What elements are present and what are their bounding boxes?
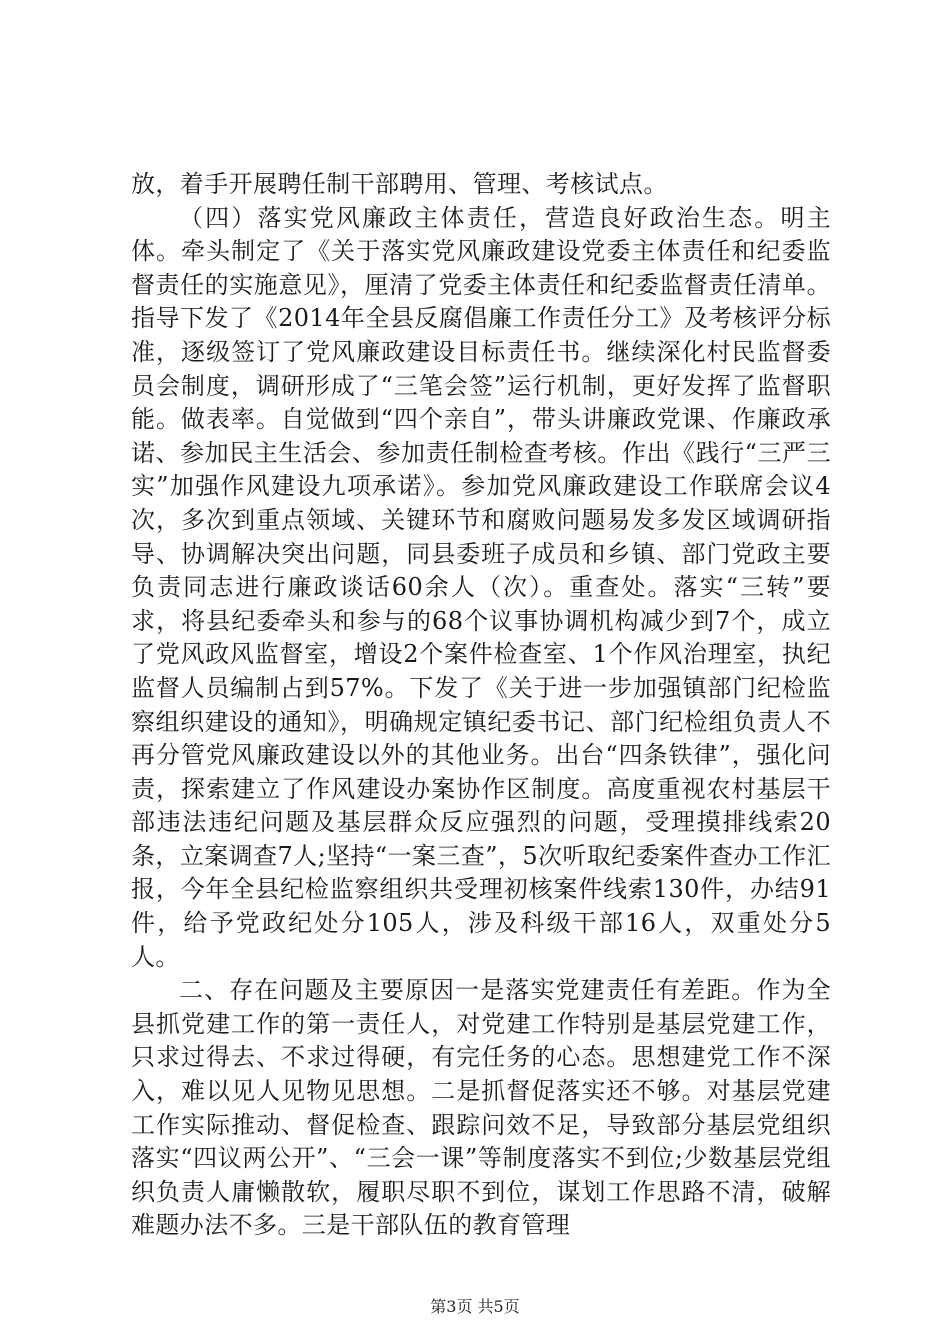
document-body xyxy=(131,168,831,1243)
page-footer xyxy=(0,1296,950,1318)
paragraph-problems-causes: 二、存在问题及主要原因一是落实党建责任有差距。作为全县抓党建工作的第一责任人，对党建工作特别是基层党建工作，只求过得去、不求过得硬，有完任务的心态。思想建党工作不深入，难以见人见物见思想。二是抓督促落实还不够。对基层党建工作实际推动、督促检查、跟踪问效不足，导致部分基层党组织落实“四议两公开”、“三会一课”等制度落实不到位;少数基层党组织负责人庸懒散软，履职尽职不到位，谋划工作思路不清，破解难题办法不多。三是干部队伍的教育管理 xyxy=(131,976,831,1240)
paragraph-continuation: 放，着手开展聘任制干部聘用、管理、考核试点。 xyxy=(131,170,668,198)
paragraph-section-four: （四）落实党风廉政主体责任，营造良好政治生态。明主体。牵头制定了《关于落实党风廉政建设党委主体责任和纪委监督责任的实施意见》，厘清了党委主体责任和纪委监督责任清单。指导下发了《2014年全县反腐倡廉工作责任分工》及考核评分标准，逐级签订了党风廉政建设目标责任书。继续深化村民监督委员会制度，调研形成了“三笔会签”运行机制，更好发挥了监督职能。做表率。自觉做到“四个亲自”，带头讲廉政党课、作廉政承诺、参加民主生活会、参加责任制检查考核。作出《践行“三严三实”加强作风建设九项承诺》。参加党风廉政建设工作联席会议4次，多次到重点领域、关键环节和腐败问题易发多发区域调研指导、协调解决突出问题，同县委班子成员和乡镇、部门党政主要负责同志进行廉政谈话60余人（次）。重查处。落实“三转”要求，将县纪委牵头和参与的68个议事协调机构减少到7个，成立了党风政风监督室，增设2个案件检查室、1个作风治理室，执纪监督人员编制占到57%。下发了《关于进一步加强镇部门纪检监察组织建设的通知》，明确规定镇纪委书记、部门纪检组负责人不再分管党风廉政建设以外的其他业务。出台“四条铁律”，强化问责，探索建立了作风建设办案协作区制度。高度重视农村基层干部违法违纪问题及基层群众反应强烈的问题，受理摸排线索20条，立案调查7人;坚持“一案三查”，5次听取纪委案件查办工作汇报，今年全县纪检监察组织共受理初核案件线索130件，办结91件，给予党政纪处分105人，涉及科级干部16人，双重处分5人。 xyxy=(131,203,831,971)
page-number: 第3页 共5页 xyxy=(430,1297,520,1316)
